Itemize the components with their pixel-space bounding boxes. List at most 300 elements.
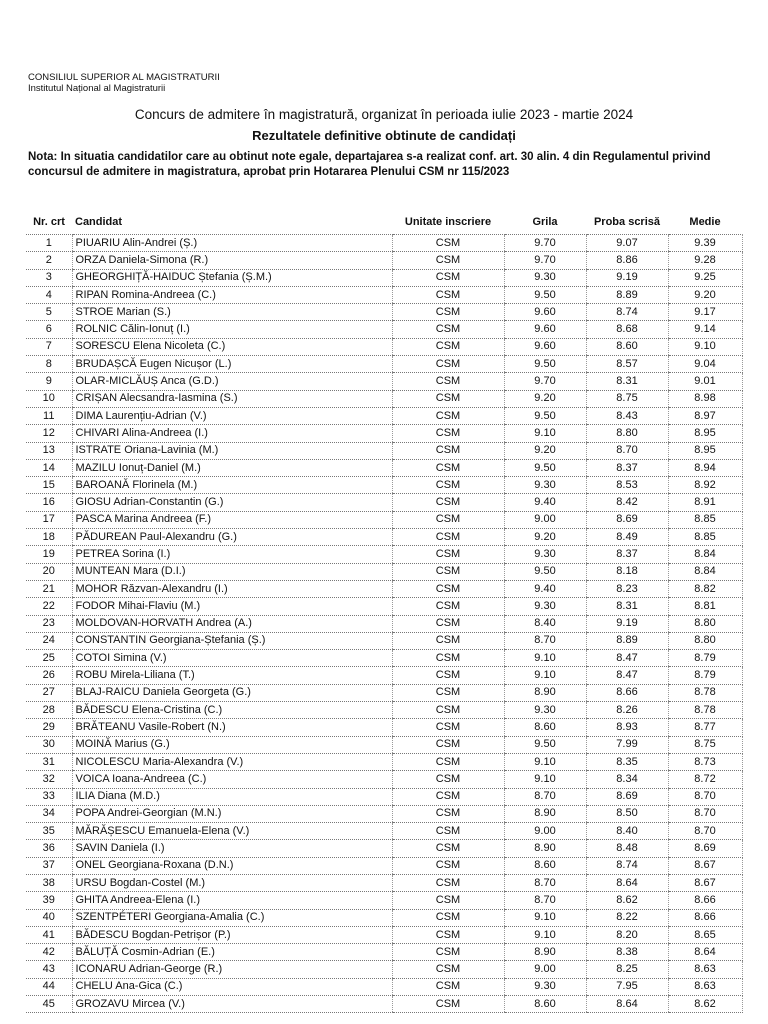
grila-cell: 9.30 [504,702,586,719]
medie-cell: 8.94 [668,459,742,476]
medie-cell: 8.62 [668,996,742,1013]
proba-scrisa-cell: 8.89 [586,286,668,303]
medie-cell: 9.10 [668,338,742,355]
proba-scrisa-cell: 8.57 [586,356,668,373]
candidat-cell: MOLDOVAN-HORVATH Andrea (A.) [72,615,392,632]
proba-scrisa-cell: 8.69 [586,788,668,805]
medie-cell: 9.20 [668,286,742,303]
nr-crt-cell: 22 [26,598,72,615]
unitate-cell: CSM [392,944,504,961]
header-grila: Grila [532,216,558,228]
table-row [26,857,742,874]
medie-cell: 8.78 [668,702,742,719]
nr-crt-cell: 16 [26,494,72,511]
nota-label: Nota: [28,151,58,163]
candidat-cell: RIPAN Romina-Andreea (C.) [72,286,392,303]
medie-cell: 8.67 [668,857,742,874]
table-row [26,425,742,442]
proba-scrisa-cell: 8.60 [586,338,668,355]
medie-cell: 8.70 [668,805,742,822]
unitate-cell: CSM [392,840,504,857]
proba-scrisa-cell: 8.93 [586,719,668,736]
table-row [26,546,742,563]
candidat-cell: GHITA Andreea-Elena (I.) [72,892,392,909]
unitate-cell: CSM [392,598,504,615]
table-row [26,511,742,528]
medie-cell: 9.04 [668,356,742,373]
proba-scrisa-cell: 8.62 [586,892,668,909]
nr-crt-cell: 27 [26,684,72,701]
proba-scrisa-cell: 8.40 [586,823,668,840]
grila-cell: 9.20 [504,390,586,407]
candidat-cell: SAVIN Daniela (I.) [72,840,392,857]
grila-cell: 8.90 [504,944,586,961]
medie-cell: 8.80 [668,615,742,632]
grila-cell: 9.70 [504,373,586,390]
table-row [26,459,742,476]
unitate-cell: CSM [392,753,504,770]
unitate-cell: CSM [392,425,504,442]
proba-scrisa-cell: 8.35 [586,753,668,770]
grila-cell: 8.60 [504,996,586,1013]
candidat-cell: PASCA Marina Andreea (F.) [72,511,392,528]
nr-crt-cell: 20 [26,563,72,580]
proba-scrisa-cell: 8.48 [586,840,668,857]
unitate-cell: CSM [392,546,504,563]
candidat-cell: ROLNIC Călin-Ionuț (I.) [72,321,392,338]
medie-cell: 8.65 [668,926,742,943]
grila-cell: 9.10 [504,425,586,442]
grila-cell: 9.30 [504,978,586,995]
medie-cell: 8.70 [668,823,742,840]
nota-paragraph [28,150,743,180]
table-body [26,235,742,1013]
unitate-cell: CSM [392,511,504,528]
nr-crt-cell: 36 [26,840,72,857]
proba-scrisa-cell: 8.37 [586,546,668,563]
proba-scrisa-cell: 8.53 [586,477,668,494]
proba-scrisa-cell: 8.25 [586,961,668,978]
nr-crt-cell: 25 [26,650,72,667]
unitate-cell: CSM [392,459,504,476]
grila-cell: 9.60 [504,338,586,355]
grila-cell: 9.70 [504,235,586,252]
proba-scrisa-cell: 8.47 [586,667,668,684]
grila-cell: 9.30 [504,546,586,563]
medie-cell: 8.95 [668,425,742,442]
table-row [26,338,742,355]
proba-scrisa-cell: 8.86 [586,252,668,269]
table-row [26,563,742,580]
medie-cell: 8.66 [668,892,742,909]
proba-scrisa-cell: 8.47 [586,650,668,667]
proba-scrisa-cell: 8.34 [586,771,668,788]
candidat-cell: SORESCU Elena Nicoleta (C.) [72,338,392,355]
grila-cell: 8.70 [504,788,586,805]
nr-crt-cell: 7 [26,338,72,355]
medie-cell: 8.95 [668,442,742,459]
table-row [26,373,742,390]
nr-crt-cell: 19 [26,546,72,563]
unitate-cell: CSM [392,390,504,407]
header-nr-crt: Nr. crt [33,216,65,228]
unitate-cell: CSM [392,286,504,303]
grila-cell: 8.70 [504,632,586,649]
grila-cell: 9.00 [504,511,586,528]
proba-scrisa-cell: 8.23 [586,580,668,597]
unitate-cell: CSM [392,252,504,269]
candidat-cell: VOICA Ioana-Andreea (C.) [72,771,392,788]
proba-scrisa-cell: 8.66 [586,684,668,701]
grila-cell: 8.60 [504,719,586,736]
table-row [26,356,742,373]
table-row [26,252,742,269]
grila-cell: 9.50 [504,459,586,476]
nr-crt-cell: 41 [26,926,72,943]
grila-cell: 9.10 [504,753,586,770]
nr-crt-cell: 4 [26,286,72,303]
grila-cell: 8.90 [504,805,586,822]
nr-crt-cell: 1 [26,235,72,252]
institution-subname: Institutul Național al Magistraturii [28,83,166,94]
proba-scrisa-cell: 8.20 [586,926,668,943]
nr-crt-cell: 45 [26,996,72,1013]
unitate-cell: CSM [392,529,504,546]
header-medie: Medie [689,216,721,228]
unitate-cell: CSM [392,615,504,632]
grila-cell: 9.50 [504,736,586,753]
grila-cell: 9.30 [504,477,586,494]
medie-cell: 8.79 [668,650,742,667]
table-row [26,286,742,303]
nr-crt-cell: 15 [26,477,72,494]
unitate-cell: CSM [392,407,504,424]
grila-cell: 8.40 [504,615,586,632]
nr-crt-cell: 5 [26,304,72,321]
candidat-cell: STROE Marian (S.) [72,304,392,321]
unitate-cell: CSM [392,442,504,459]
table-row [26,961,742,978]
nr-crt-cell: 3 [26,269,72,286]
candidat-cell: CHELU Ana-Gica (C.) [72,978,392,995]
nr-crt-cell: 40 [26,909,72,926]
proba-scrisa-cell: 8.74 [586,857,668,874]
unitate-cell: CSM [392,632,504,649]
candidat-cell: POPA Andrei-Georgian (M.N.) [72,805,392,822]
candidat-cell: FODOR Mihai-Flaviu (M.) [72,598,392,615]
candidat-cell: ORZA Daniela-Simona (R.) [72,252,392,269]
candidat-cell: CRIȘAN Alecsandra-Iasmina (S.) [72,390,392,407]
table-row [26,321,742,338]
grila-cell: 9.40 [504,494,586,511]
table-row [26,407,742,424]
unitate-cell: CSM [392,563,504,580]
table-row [26,753,742,770]
candidat-cell: PETREA Sorina (I.) [72,546,392,563]
proba-scrisa-cell: 8.43 [586,407,668,424]
grila-cell: 9.50 [504,407,586,424]
medie-cell: 9.01 [668,373,742,390]
table-row [26,390,742,407]
candidat-cell: CHIVARI Alina-Andreea (I.) [72,425,392,442]
grila-cell: 9.60 [504,304,586,321]
nr-crt-cell: 44 [26,978,72,995]
candidat-cell: NICOLESCU Maria-Alexandra (V.) [72,753,392,770]
proba-scrisa-cell: 8.42 [586,494,668,511]
grila-cell: 8.90 [504,684,586,701]
unitate-cell: CSM [392,235,504,252]
medie-cell: 8.63 [668,961,742,978]
proba-scrisa-cell: 8.64 [586,996,668,1013]
medie-cell: 8.92 [668,477,742,494]
medie-cell: 8.79 [668,667,742,684]
proba-scrisa-cell: 8.89 [586,632,668,649]
document-title: Concurs de admitere în magistratură, organizat în perioada iulie 2023 - martie 2024 [134,107,634,122]
unitate-cell: CSM [392,771,504,788]
candidat-cell: BRĂTEANU Vasile-Robert (N.) [72,719,392,736]
medie-cell: 8.85 [668,511,742,528]
proba-scrisa-cell: 7.99 [586,736,668,753]
proba-scrisa-cell: 8.22 [586,909,668,926]
medie-cell: 8.64 [668,944,742,961]
candidat-cell: MUNTEAN Mara (D.I.) [72,563,392,580]
table-row [26,235,742,252]
nr-crt-cell: 32 [26,771,72,788]
nr-crt-cell: 10 [26,390,72,407]
candidat-cell: MOINĂ Marius (G.) [72,736,392,753]
medie-cell: 8.73 [668,753,742,770]
unitate-cell: CSM [392,805,504,822]
proba-scrisa-cell: 8.38 [586,944,668,961]
unitate-cell: CSM [392,304,504,321]
nr-crt-cell: 26 [26,667,72,684]
unitate-cell: CSM [392,356,504,373]
table-row [26,667,742,684]
table-row [26,650,742,667]
table-row [26,598,742,615]
candidat-cell: ILIA Diana (M.D.) [72,788,392,805]
grila-cell: 8.60 [504,857,586,874]
table-row [26,926,742,943]
proba-scrisa-cell: 8.18 [586,563,668,580]
proba-scrisa-cell: 8.69 [586,511,668,528]
table-row [26,442,742,459]
unitate-cell: CSM [392,874,504,891]
table-row [26,529,742,546]
grila-cell: 9.20 [504,529,586,546]
proba-scrisa-cell: 8.74 [586,304,668,321]
table-row [26,823,742,840]
header-unitate-inscriere: Unitate inscriere [404,216,492,228]
grila-cell: 9.00 [504,823,586,840]
nr-crt-cell: 38 [26,874,72,891]
table-row [26,996,742,1013]
table-row [26,477,742,494]
table-row [26,304,742,321]
unitate-cell: CSM [392,702,504,719]
medie-cell: 8.85 [668,529,742,546]
candidat-cell: PIUARIU Alin-Andrei (Ș.) [72,235,392,252]
table-row [26,978,742,995]
medie-cell: 8.72 [668,771,742,788]
nr-crt-cell: 14 [26,459,72,476]
candidat-cell: ISTRATE Oriana-Lavinia (M.) [72,442,392,459]
candidat-cell: BĂLUȚĂ Cosmin-Adrian (E.) [72,944,392,961]
nr-crt-cell: 30 [26,736,72,753]
medie-cell: 9.25 [668,269,742,286]
nota-text: In situatia candidatilor care au obtinut note egale, departajarea s-a realizat conf. art. 30 alin. 4 din Regulamentul privind concursul de admitere in magistratura, aprobat prin Hotararea Plenului CSM nr 115/2023 [28,151,711,178]
nr-crt-cell: 24 [26,632,72,649]
table-row [26,580,742,597]
nr-crt-cell: 28 [26,702,72,719]
candidat-cell: OLAR-MICLĂUȘ Anca (G.D.) [72,373,392,390]
nr-crt-cell: 42 [26,944,72,961]
nr-crt-cell: 35 [26,823,72,840]
unitate-cell: CSM [392,736,504,753]
candidat-cell: BLAJ-RAICU Daniela Georgeta (G.) [72,684,392,701]
grila-cell: 9.50 [504,563,586,580]
grila-cell: 9.40 [504,580,586,597]
proba-scrisa-cell: 8.26 [586,702,668,719]
medie-cell: 8.98 [668,390,742,407]
medie-cell: 8.84 [668,546,742,563]
medie-cell: 8.78 [668,684,742,701]
grila-cell: 8.70 [504,892,586,909]
grila-cell: 9.00 [504,961,586,978]
unitate-cell: CSM [392,788,504,805]
proba-scrisa-cell: 8.37 [586,459,668,476]
candidat-cell: ONEL Georgiana-Roxana (D.N.) [72,857,392,874]
medie-cell: 8.69 [668,840,742,857]
medie-cell: 8.91 [668,494,742,511]
document-subtitle: Rezultatele definitive obtinute de candidați [252,128,516,143]
header-candidat: Candidat [75,216,123,228]
table-row [26,944,742,961]
medie-cell: 9.39 [668,235,742,252]
candidat-cell: BRUDAȘCĂ Eugen Nicușor (L.) [72,356,392,373]
medie-cell: 8.84 [668,563,742,580]
candidat-cell: BĂDESCU Bogdan-Petrișor (P.) [72,926,392,943]
unitate-cell: CSM [392,477,504,494]
proba-scrisa-cell: 8.68 [586,321,668,338]
nr-crt-cell: 6 [26,321,72,338]
grila-cell: 9.60 [504,321,586,338]
candidat-cell: COTOI Simina (V.) [72,650,392,667]
table-row [26,909,742,926]
unitate-cell: CSM [392,667,504,684]
proba-scrisa-cell: 8.64 [586,874,668,891]
proba-scrisa-cell: 9.07 [586,235,668,252]
medie-cell: 9.17 [668,304,742,321]
candidat-cell: SZENTPÉTERI Georgiana-Amalia (C.) [72,909,392,926]
unitate-cell: CSM [392,494,504,511]
candidat-cell: CONSTANTIN Georgiana-Ștefania (Ș.) [72,632,392,649]
medie-cell: 8.81 [668,598,742,615]
candidat-cell: MOHOR Răzvan-Alexandru (I.) [72,580,392,597]
unitate-cell: CSM [392,961,504,978]
medie-cell: 8.80 [668,632,742,649]
grila-cell: 9.10 [504,909,586,926]
header-proba-scrisa: Proba scrisă [593,216,661,228]
medie-cell: 8.63 [668,978,742,995]
proba-scrisa-cell: 8.80 [586,425,668,442]
grila-cell: 9.10 [504,650,586,667]
table-row [26,615,742,632]
nr-crt-cell: 33 [26,788,72,805]
medie-cell: 8.75 [668,736,742,753]
candidat-cell: GROZAVU Mircea (V.) [72,996,392,1013]
unitate-cell: CSM [392,926,504,943]
medie-cell: 8.82 [668,580,742,597]
nr-crt-cell: 18 [26,529,72,546]
unitate-cell: CSM [392,580,504,597]
unitate-cell: CSM [392,338,504,355]
candidat-cell: MAZILU Ionuț-Daniel (M.) [72,459,392,476]
medie-cell: 8.66 [668,909,742,926]
nr-crt-cell: 34 [26,805,72,822]
proba-scrisa-cell: 9.19 [586,269,668,286]
table-row [26,840,742,857]
unitate-cell: CSM [392,650,504,667]
nr-crt-cell: 13 [26,442,72,459]
table-row [26,736,742,753]
unitate-cell: CSM [392,373,504,390]
table-row [26,684,742,701]
table-row [26,788,742,805]
unitate-cell: CSM [392,857,504,874]
table-row [26,702,742,719]
grila-cell: 9.50 [504,286,586,303]
proba-scrisa-cell: 8.50 [586,805,668,822]
unitate-cell: CSM [392,996,504,1013]
medie-cell: 9.14 [668,321,742,338]
proba-scrisa-cell: 8.70 [586,442,668,459]
table-row [26,632,742,649]
unitate-cell: CSM [392,892,504,909]
proba-scrisa-cell: 7.95 [586,978,668,995]
candidat-cell: ICONARU Adrian-George (R.) [72,961,392,978]
nr-crt-cell: 21 [26,580,72,597]
medie-cell: 8.67 [668,874,742,891]
nr-crt-cell: 39 [26,892,72,909]
table-row [26,892,742,909]
nr-crt-cell: 12 [26,425,72,442]
unitate-cell: CSM [392,321,504,338]
unitate-cell: CSM [392,269,504,286]
nr-crt-cell: 9 [26,373,72,390]
candidat-cell: GIOSU Adrian-Constantin (G.) [72,494,392,511]
candidat-cell: DIMA Laurențiu-Adrian (V.) [72,407,392,424]
nr-crt-cell: 17 [26,511,72,528]
grila-cell: 9.50 [504,356,586,373]
proba-scrisa-cell: 8.75 [586,390,668,407]
nr-crt-cell: 11 [26,407,72,424]
grila-cell: 8.90 [504,840,586,857]
candidat-cell: BĂDESCU Elena-Cristina (C.) [72,702,392,719]
institution-name: CONSILIUL SUPERIOR AL MAGISTRATURII [28,72,220,83]
nr-crt-cell: 29 [26,719,72,736]
candidat-cell: BAROANĂ Florinela (M.) [72,477,392,494]
nr-crt-cell: 23 [26,615,72,632]
candidat-cell: GHEORGHIȚĂ-HAIDUC Ștefania (Ș.M.) [72,269,392,286]
unitate-cell: CSM [392,684,504,701]
table-row [26,269,742,286]
proba-scrisa-cell: 8.31 [586,373,668,390]
table-row [26,874,742,891]
proba-scrisa-cell: 8.31 [586,598,668,615]
candidat-cell: PĂDUREAN Paul-Alexandru (G.) [72,529,392,546]
medie-cell: 9.28 [668,252,742,269]
